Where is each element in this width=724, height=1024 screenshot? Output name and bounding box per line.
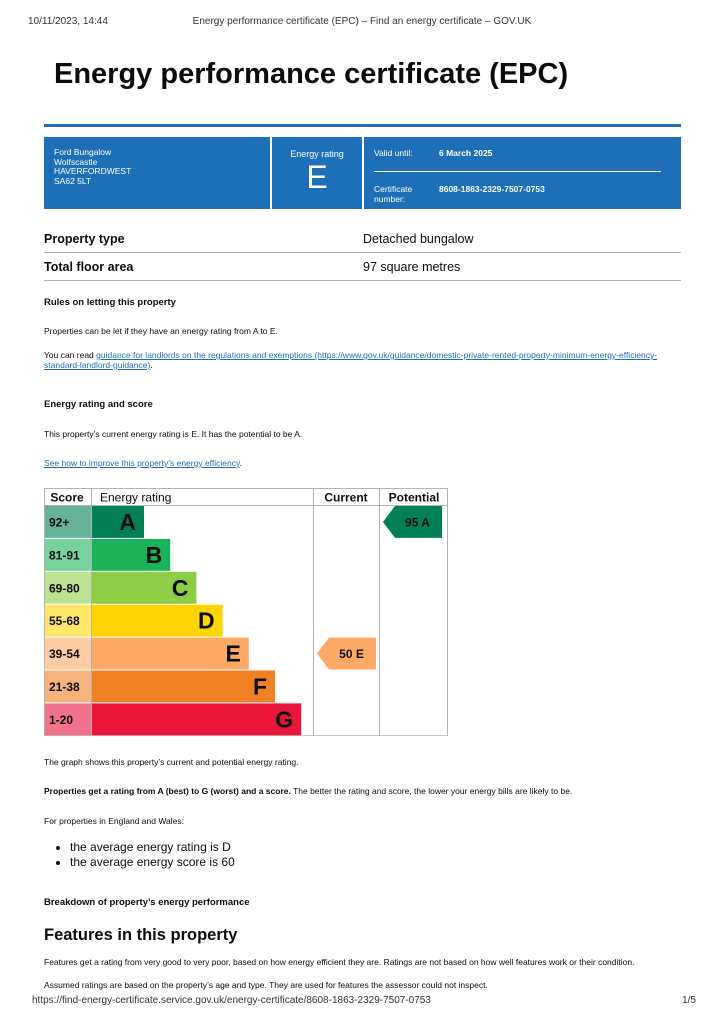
address-line: Ford Bungalow [54, 147, 112, 157]
energy-rating-graph [44, 488, 448, 736]
landlord-guidance-link[interactable]: guidance for landlords on the regulations and exemptions (https://www.gov.uk/guidance/domestic-private-rented-property-minimum-energy-efficiency-standard-landlord-guidance) [44, 350, 658, 370]
graph-column-header: Energy rating [100, 490, 172, 505]
energy-rating-letter: E [306, 159, 328, 195]
averages-list [68, 840, 235, 870]
rating-band-letter: E [225, 640, 241, 667]
page-title: Energy performance certificate (EPC) [54, 58, 569, 90]
improve-suffix: . [239, 458, 242, 468]
banner-divider [362, 137, 364, 209]
score-range-label: 39-54 [49, 647, 80, 662]
graph-caption: The graph shows this property’s current and potential energy rating. [44, 757, 299, 767]
breakdown-heading: Breakdown of property’s energy performance [44, 897, 250, 908]
score-range-label: 55-68 [49, 614, 80, 629]
list-item: • the average energy score is 60 [70, 855, 235, 870]
rules-paragraph: Properties can be let if they have an energy rating from A to E. [44, 326, 278, 336]
address-line: Wolfscastle [54, 156, 98, 167]
rating-band-letter: C [171, 574, 189, 601]
score-range-label: 21-38 [49, 679, 80, 694]
current-rating-label: 50 E [339, 647, 364, 662]
address-line: SA62 5LT [54, 175, 92, 186]
energy-rating-chart-svg [44, 488, 448, 736]
england-wales-intro: For properties in England and Wales: [44, 816, 185, 826]
rating-band-letter: D [197, 607, 215, 634]
rules-heading: Rules on letting this property [44, 297, 176, 308]
rating-band-bar [92, 703, 301, 735]
guidance-paragraph [44, 350, 674, 370]
assumed-ratings-paragraph: Assumed ratings are based on the property’s age and type. They are used for features the assessor could not inspect. [44, 980, 488, 990]
graph-column-header: Score [50, 490, 84, 505]
banner-rule [374, 171, 661, 172]
rating-band-bar [92, 671, 275, 703]
valid-until-label: Valid until: [374, 148, 413, 158]
summary-label: Total floor area [44, 260, 134, 274]
summary-label: Property type [44, 232, 125, 246]
rating-explanation-rest: The better the rating and score, the lower your energy bills are likely to be. [290, 786, 573, 796]
improve-paragraph [44, 458, 674, 468]
print-datetime: 10/11/2023, 14:44 [28, 16, 108, 27]
rating-explanation-bold: Properties get a rating from A (best) to G (worst) and a score. [44, 786, 291, 796]
energy-rating-label: Energy rating [290, 149, 344, 159]
rating-summary-paragraph: This property’s current energy rating is E. It has the potential to be A. [44, 429, 303, 439]
rating-band-letter: A [119, 508, 136, 535]
title-divider [44, 124, 681, 127]
summary-value: 97 square metres [363, 260, 461, 274]
epc-summary-banner [44, 137, 681, 209]
print-page-number: 1/5 [682, 995, 696, 1006]
rating-score-heading: Energy rating and score [44, 399, 153, 410]
features-heading: Features in this property [44, 926, 238, 944]
print-url: https://find-energy-certificate.service.gov.uk/energy-certificate/8608-1863-2329-7507-0753 [32, 995, 431, 1006]
rating-band-letter: B [145, 541, 163, 568]
address-line: HAVERFORDWEST [54, 166, 132, 176]
guidance-prefix: You can read [44, 350, 97, 360]
rating-explanation [44, 786, 674, 796]
graph-column-header: Potential [388, 490, 440, 505]
certificate-number-label: Certificate number: [374, 184, 413, 204]
summary-value: Detached bungalow [363, 232, 474, 246]
summary-row-property-type [44, 225, 681, 253]
features-paragraph: Features get a rating from very good to very poor, based on how energy efficient they are. Ratings are not based on how well features work or their condition. [44, 957, 635, 967]
print-footer [28, 995, 696, 1009]
score-range-label: 81-91 [49, 548, 80, 563]
improve-efficiency-link[interactable]: See how to improve this property’s energy efficiency [44, 458, 240, 468]
rating-band-letter: G [275, 706, 294, 733]
rating-band-letter: F [252, 673, 267, 700]
score-range-label: 92+ [49, 515, 70, 530]
score-range-label: 1-20 [49, 712, 74, 727]
score-range-label: 69-80 [49, 581, 80, 596]
certificate-number-value: 8608-1863-2329-7507-0753 [439, 184, 545, 194]
valid-until-value: 6 March 2025 [439, 148, 493, 158]
guidance-suffix: . [150, 360, 153, 370]
print-page-title: Energy performance certificate (EPC) – Find an energy certificate – GOV.UK [192, 16, 532, 27]
property-address [54, 148, 131, 186]
print-header [28, 16, 696, 30]
potential-rating-label: 95 A [405, 515, 430, 530]
summary-row-floor-area [44, 253, 681, 281]
list-item: • the average energy rating is D [70, 840, 235, 855]
graph-column-header: Current [324, 490, 368, 505]
rating-band-bar [92, 506, 144, 538]
